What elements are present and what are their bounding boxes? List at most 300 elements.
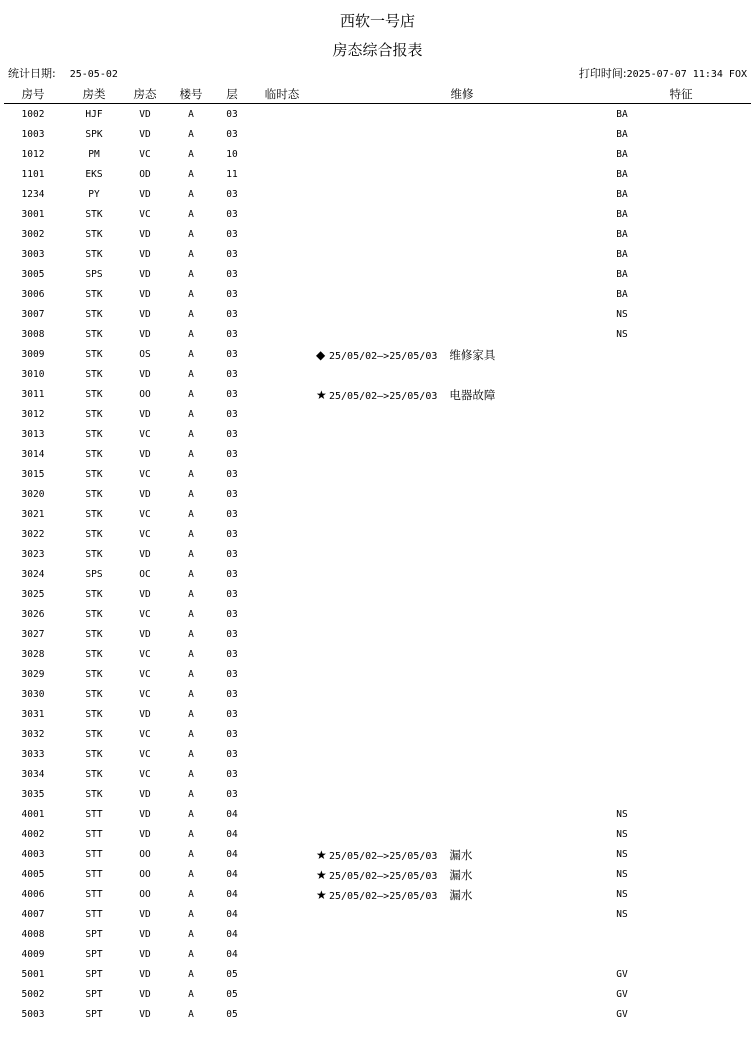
- feature-cell: NS: [616, 829, 628, 840]
- column-header-room-type: 房类: [82, 87, 106, 101]
- room-type-cell: STK: [85, 209, 103, 220]
- table-row: [0, 745, 755, 765]
- room-number-cell: 3032: [21, 729, 45, 740]
- feature-cell: BA: [616, 189, 628, 200]
- room-number-cell: 3035: [21, 789, 45, 800]
- table-row: [0, 1005, 755, 1025]
- building-cell: A: [188, 709, 194, 720]
- building-cell: A: [188, 929, 194, 940]
- floor-cell: 03: [226, 389, 238, 400]
- table-row: [0, 105, 755, 125]
- room-type-cell: STK: [85, 449, 103, 460]
- maintenance-cell: [316, 865, 472, 887]
- room-status-cell: VD: [139, 589, 151, 600]
- column-header-feature: 特征: [669, 87, 693, 101]
- room-type-cell: STK: [85, 369, 103, 380]
- room-type-cell: STK: [85, 289, 103, 300]
- building-cell: A: [188, 849, 194, 860]
- table-row: [0, 505, 755, 525]
- floor-cell: 03: [226, 589, 238, 600]
- table-row: [0, 945, 755, 965]
- floor-cell: 03: [226, 209, 238, 220]
- room-type-cell: PM: [88, 149, 100, 160]
- room-type-cell: STK: [85, 429, 103, 440]
- table-row: [0, 165, 755, 185]
- room-number-cell: 1012: [21, 149, 45, 160]
- room-type-cell: SPT: [85, 929, 103, 940]
- room-number-cell: 1003: [21, 129, 45, 140]
- table-row: [0, 925, 755, 945]
- table-row: [0, 265, 755, 285]
- table-row: [0, 805, 755, 825]
- room-status-cell: VD: [139, 109, 151, 120]
- feature-cell: BA: [616, 109, 628, 120]
- room-status-cell: VD: [139, 229, 151, 240]
- room-number-cell: 3007: [21, 309, 45, 320]
- building-cell: A: [188, 949, 194, 960]
- room-type-cell: PY: [88, 189, 100, 200]
- room-type-cell: SPS: [85, 269, 103, 280]
- feature-cell: BA: [616, 229, 628, 240]
- room-status-cell: VC: [139, 669, 151, 680]
- room-type-cell: STK: [85, 389, 103, 400]
- floor-cell: 03: [226, 549, 238, 560]
- floor-cell: 03: [226, 229, 238, 240]
- table-row: [0, 645, 755, 665]
- floor-cell: 03: [226, 709, 238, 720]
- room-status-cell: OO: [139, 889, 151, 900]
- table-row: [0, 445, 755, 465]
- room-type-cell: STK: [85, 549, 103, 560]
- room-status-cell: OO: [139, 849, 151, 860]
- room-type-cell: STK: [85, 609, 103, 620]
- room-number-cell: 3033: [21, 749, 45, 760]
- room-number-cell: 3020: [21, 489, 45, 500]
- room-status-cell: VD: [139, 489, 151, 500]
- table-row: [0, 585, 755, 605]
- building-cell: A: [188, 829, 194, 840]
- floor-cell: 11: [226, 169, 238, 180]
- floor-cell: 04: [226, 949, 238, 960]
- room-status-cell: OD: [139, 169, 151, 180]
- feature-cell: GV: [616, 969, 628, 980]
- maintenance-date-range: 25/05/02—>25/05/03: [329, 851, 438, 862]
- table-row: [0, 205, 755, 225]
- room-status-cell: VC: [139, 429, 151, 440]
- room-type-cell: STK: [85, 469, 103, 480]
- table-row: [0, 185, 755, 205]
- room-number-cell: 5002: [21, 989, 45, 1000]
- building-cell: A: [188, 429, 194, 440]
- room-type-cell: STT: [85, 889, 103, 900]
- building-cell: A: [188, 129, 194, 140]
- building-cell: A: [188, 369, 194, 380]
- room-status-cell: VD: [139, 969, 151, 980]
- table-row: [0, 425, 755, 445]
- table-row: [0, 325, 755, 345]
- room-type-cell: STT: [85, 869, 103, 880]
- building-cell: A: [188, 529, 194, 540]
- room-status-cell: VC: [139, 469, 151, 480]
- column-header-room-no: 房号: [21, 87, 45, 101]
- room-number-cell: 3013: [21, 429, 45, 440]
- table-row: [0, 965, 755, 985]
- room-number-cell: 3028: [21, 649, 45, 660]
- room-type-cell: STK: [85, 589, 103, 600]
- room-status-cell: VD: [139, 809, 151, 820]
- room-number-cell: 3002: [21, 229, 45, 240]
- table-row: [0, 465, 755, 485]
- building-cell: A: [188, 649, 194, 660]
- room-number-cell: 4001: [21, 809, 45, 820]
- table-row: [0, 705, 755, 725]
- table-row: [0, 845, 755, 865]
- table-row: [0, 605, 755, 625]
- room-number-cell: 1002: [21, 109, 45, 120]
- room-number-cell: 3008: [21, 329, 45, 340]
- report-title: 房态综合报表: [332, 41, 423, 59]
- room-number-cell: 5003: [21, 1009, 45, 1020]
- building-cell: A: [188, 289, 194, 300]
- room-status-cell: VC: [139, 689, 151, 700]
- room-status-cell: VC: [139, 729, 151, 740]
- room-number-cell: 3011: [21, 389, 45, 400]
- diamond-icon: ◆: [316, 348, 326, 362]
- room-status-cell: VD: [139, 949, 151, 960]
- building-cell: A: [188, 749, 194, 760]
- table-row: [0, 225, 755, 245]
- room-type-cell: SPT: [85, 1009, 103, 1020]
- building-cell: A: [188, 349, 194, 360]
- building-cell: A: [188, 489, 194, 500]
- table-row: [0, 625, 755, 645]
- print-time: [579, 67, 747, 82]
- table-header: [0, 86, 755, 102]
- room-type-cell: STK: [85, 409, 103, 420]
- floor-cell: 03: [226, 529, 238, 540]
- print-time-value: 2025-07-07 11:34 FOX: [626, 69, 747, 80]
- building-cell: A: [188, 669, 194, 680]
- room-number-cell: 3001: [21, 209, 45, 220]
- building-cell: A: [188, 389, 194, 400]
- room-type-cell: EKS: [85, 169, 103, 180]
- feature-cell: BA: [616, 169, 628, 180]
- building-cell: A: [188, 169, 194, 180]
- room-status-cell: VC: [139, 649, 151, 660]
- star-icon: ★: [316, 888, 327, 902]
- room-status-cell: VD: [139, 409, 151, 420]
- room-type-cell: STK: [85, 649, 103, 660]
- table-row: [0, 285, 755, 305]
- building-cell: A: [188, 689, 194, 700]
- stat-date: [8, 67, 118, 82]
- building-cell: A: [188, 629, 194, 640]
- room-status-cell: VD: [139, 269, 151, 280]
- floor-cell: 03: [226, 249, 238, 260]
- room-status-cell: OO: [139, 389, 151, 400]
- maintenance-reason: 漏水: [449, 848, 473, 862]
- building-cell: A: [188, 409, 194, 420]
- room-type-cell: STK: [85, 509, 103, 520]
- building-cell: A: [188, 509, 194, 520]
- room-number-cell: 4007: [21, 909, 45, 920]
- maintenance-cell: [316, 885, 472, 907]
- building-cell: A: [188, 989, 194, 1000]
- star-icon: ★: [316, 868, 327, 882]
- header-divider: [4, 103, 751, 104]
- room-status-cell: VD: [139, 249, 151, 260]
- room-type-cell: STK: [85, 349, 103, 360]
- room-type-cell: STK: [85, 729, 103, 740]
- building-cell: A: [188, 109, 194, 120]
- room-type-cell: STK: [85, 769, 103, 780]
- room-number-cell: 3015: [21, 469, 45, 480]
- room-number-cell: 3030: [21, 689, 45, 700]
- floor-cell: 03: [226, 489, 238, 500]
- room-type-cell: STK: [85, 249, 103, 260]
- table-row: [0, 665, 755, 685]
- room-number-cell: 3029: [21, 669, 45, 680]
- floor-cell: 03: [226, 689, 238, 700]
- feature-cell: BA: [616, 269, 628, 280]
- room-number-cell: 4009: [21, 949, 45, 960]
- room-status-cell: VD: [139, 449, 151, 460]
- room-type-cell: STT: [85, 909, 103, 920]
- maintenance-date-range: 25/05/02—>25/05/03: [329, 391, 438, 402]
- floor-cell: 03: [226, 429, 238, 440]
- floor-cell: 03: [226, 629, 238, 640]
- building-cell: A: [188, 449, 194, 460]
- maintenance-date-range: 25/05/02—>25/05/03: [329, 351, 438, 362]
- floor-cell: 05: [226, 969, 238, 980]
- building-cell: A: [188, 729, 194, 740]
- floor-cell: 03: [226, 769, 238, 780]
- room-number-cell: 3024: [21, 569, 45, 580]
- floor-cell: 03: [226, 309, 238, 320]
- room-type-cell: STK: [85, 309, 103, 320]
- room-type-cell: STK: [85, 329, 103, 340]
- table-row: [0, 865, 755, 885]
- room-type-cell: STK: [85, 669, 103, 680]
- star-icon: ★: [316, 848, 327, 862]
- floor-cell: 04: [226, 809, 238, 820]
- room-number-cell: 4006: [21, 889, 45, 900]
- floor-cell: 05: [226, 1009, 238, 1020]
- room-type-cell: STT: [85, 809, 103, 820]
- building-cell: A: [188, 809, 194, 820]
- floor-cell: 03: [226, 329, 238, 340]
- building-cell: A: [188, 969, 194, 980]
- feature-cell: NS: [616, 309, 628, 320]
- room-status-cell: OS: [139, 349, 151, 360]
- room-status-cell: OC: [139, 569, 151, 580]
- column-header-room-status: 房态: [133, 87, 157, 101]
- feature-cell: GV: [616, 1009, 628, 1020]
- room-number-cell: 4005: [21, 869, 45, 880]
- column-header-maintenance: 维修: [450, 87, 474, 101]
- room-number-cell: 3010: [21, 369, 45, 380]
- feature-cell: NS: [616, 889, 628, 900]
- room-type-cell: STK: [85, 629, 103, 640]
- room-type-cell: STK: [85, 709, 103, 720]
- building-cell: A: [188, 149, 194, 160]
- feature-cell: BA: [616, 289, 628, 300]
- room-number-cell: 3003: [21, 249, 45, 260]
- building-cell: A: [188, 209, 194, 220]
- building-cell: A: [188, 309, 194, 320]
- room-number-cell: 5001: [21, 969, 45, 980]
- room-status-cell: VC: [139, 609, 151, 620]
- feature-cell: NS: [616, 909, 628, 920]
- room-number-cell: 4003: [21, 849, 45, 860]
- table-row: [0, 725, 755, 745]
- floor-cell: 03: [226, 409, 238, 420]
- maintenance-reason: 漏水: [449, 888, 473, 902]
- room-type-cell: STK: [85, 789, 103, 800]
- feature-cell: BA: [616, 129, 628, 140]
- room-status-cell: VD: [139, 549, 151, 560]
- room-number-cell: 1234: [21, 189, 45, 200]
- room-status-cell: VD: [139, 929, 151, 940]
- feature-cell: NS: [616, 849, 628, 860]
- room-type-cell: STK: [85, 749, 103, 760]
- table-row: [0, 125, 755, 145]
- building-cell: A: [188, 549, 194, 560]
- building-cell: A: [188, 329, 194, 340]
- feature-cell: BA: [616, 249, 628, 260]
- room-type-cell: STT: [85, 829, 103, 840]
- room-type-cell: STK: [85, 689, 103, 700]
- room-number-cell: 3021: [21, 509, 45, 520]
- floor-cell: 03: [226, 649, 238, 660]
- room-status-cell: VC: [139, 509, 151, 520]
- floor-cell: 03: [226, 189, 238, 200]
- table-row: [0, 145, 755, 165]
- print-time-label: 打印时间:: [578, 67, 627, 80]
- maintenance-reason: 漏水: [449, 868, 473, 882]
- floor-cell: 04: [226, 829, 238, 840]
- building-cell: A: [188, 189, 194, 200]
- building-cell: A: [188, 589, 194, 600]
- room-status-cell: VD: [139, 989, 151, 1000]
- table-row: [0, 885, 755, 905]
- floor-cell: 03: [226, 729, 238, 740]
- floor-cell: 03: [226, 609, 238, 620]
- building-cell: A: [188, 269, 194, 280]
- floor-cell: 03: [226, 569, 238, 580]
- floor-cell: 04: [226, 889, 238, 900]
- building-cell: A: [188, 789, 194, 800]
- floor-cell: 03: [226, 509, 238, 520]
- floor-cell: 03: [226, 349, 238, 360]
- room-status-cell: VD: [139, 369, 151, 380]
- room-type-cell: SPS: [85, 569, 103, 580]
- floor-cell: 04: [226, 909, 238, 920]
- table-row: [0, 405, 755, 425]
- building-cell: A: [188, 1009, 194, 1020]
- building-cell: A: [188, 909, 194, 920]
- room-status-cell: VC: [139, 749, 151, 760]
- hotel-name: 西软一号店: [339, 12, 415, 30]
- room-status-cell: VD: [139, 829, 151, 840]
- floor-cell: 03: [226, 289, 238, 300]
- room-number-cell: 3027: [21, 629, 45, 640]
- floor-cell: 04: [226, 869, 238, 880]
- table-row: [0, 485, 755, 505]
- room-number-cell: 3031: [21, 709, 45, 720]
- room-status-cell: VC: [139, 149, 151, 160]
- room-number-cell: 3022: [21, 529, 45, 540]
- column-header-floor: 层: [226, 87, 238, 101]
- room-status-cell: VD: [139, 189, 151, 200]
- floor-cell: 03: [226, 109, 238, 120]
- floor-cell: 10: [226, 149, 238, 160]
- table-row: [0, 545, 755, 565]
- table-row: [0, 245, 755, 265]
- floor-cell: 03: [226, 369, 238, 380]
- table-row: [0, 345, 755, 365]
- room-status-cell: VD: [139, 629, 151, 640]
- feature-cell: BA: [616, 209, 628, 220]
- room-number-cell: 3006: [21, 289, 45, 300]
- star-icon: ★: [316, 388, 327, 402]
- maintenance-date-range: 25/05/02—>25/05/03: [329, 891, 438, 902]
- room-number-cell: 3034: [21, 769, 45, 780]
- table-row: [0, 905, 755, 925]
- room-type-cell: SPK: [85, 129, 103, 140]
- room-number-cell: 3026: [21, 609, 45, 620]
- room-status-cell: OO: [139, 869, 151, 880]
- building-cell: A: [188, 609, 194, 620]
- room-status-cell: VC: [139, 769, 151, 780]
- building-cell: A: [188, 229, 194, 240]
- room-type-cell: SPT: [85, 989, 103, 1000]
- table-row: [0, 785, 755, 805]
- floor-cell: 03: [226, 269, 238, 280]
- floor-cell: 03: [226, 129, 238, 140]
- room-number-cell: 3005: [21, 269, 45, 280]
- feature-cell: BA: [616, 149, 628, 160]
- stat-date-label: 统计日期:: [8, 67, 56, 80]
- room-status-cell: VC: [139, 529, 151, 540]
- table-row: [0, 385, 755, 405]
- room-type-cell: HJF: [85, 109, 103, 120]
- maintenance-reason: 电器故障: [449, 388, 496, 402]
- room-status-cell: VD: [139, 329, 151, 340]
- room-status-cell: VD: [139, 309, 151, 320]
- room-status-cell: VD: [139, 129, 151, 140]
- room-type-cell: STK: [85, 529, 103, 540]
- room-number-cell: 3012: [21, 409, 45, 420]
- building-cell: A: [188, 249, 194, 260]
- table-row: [0, 825, 755, 845]
- room-status-cell: VD: [139, 1009, 151, 1020]
- room-status-cell: VD: [139, 909, 151, 920]
- maintenance-cell: [316, 345, 495, 367]
- floor-cell: 03: [226, 469, 238, 480]
- room-type-cell: STK: [85, 489, 103, 500]
- table-row: [0, 365, 755, 385]
- room-number-cell: 4008: [21, 929, 45, 940]
- floor-cell: 03: [226, 449, 238, 460]
- floor-cell: 04: [226, 929, 238, 940]
- room-status-cell: VC: [139, 209, 151, 220]
- building-cell: A: [188, 469, 194, 480]
- floor-cell: 04: [226, 849, 238, 860]
- table-row: [0, 685, 755, 705]
- room-status-table: [0, 105, 755, 1025]
- table-row: [0, 765, 755, 785]
